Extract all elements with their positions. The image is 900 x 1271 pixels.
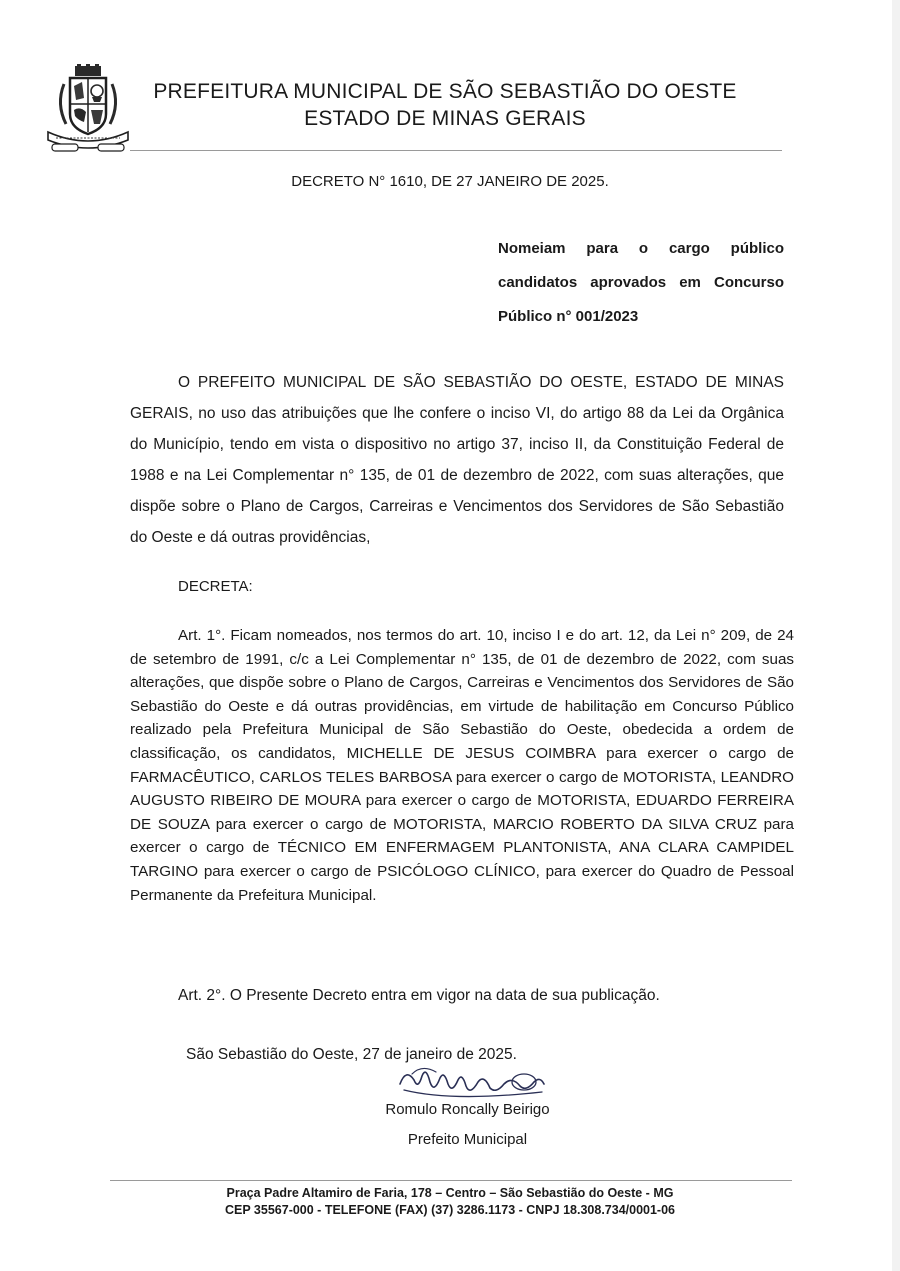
page-edge-shadow xyxy=(892,0,900,1271)
ementa-line: Público n° 001/2023 xyxy=(498,308,639,325)
header-divider xyxy=(130,150,782,151)
preamble-text: no uso das atribuições que lhe confere o inciso VI, do artigo 88 da Lei da Orgânica do Município, tendo em vista o dispositivo no artigo 37, inciso II, da Constituição Federal de 1988 e na Lei Complementar n° 135, de 01 de dezembro de 2022, com suas alterações, que dispõe sobre o Plano de Cargos, Carreiras e Vencimentos dos Servidores de São Sebastião do Oeste e dá outras providências, xyxy=(130,405,784,546)
ementa-line: candidatos aprovados em Concurso xyxy=(498,274,784,291)
article-1: Art. 1°. Ficam nomeados, nos termos do art. 10, inciso I e do art. 12, da Lei n° 209, de 24 de setembro de 1991, c/c a Lei Complementar n° 135, de 01 de dezembro de 2022, com suas alterações, que dispõe sobre o Plano de Cargos, Carreiras e Vencimentos dos Servidores de São Sebastião do Oeste e dá outras providências, em virtude de habilitação em Concurso Público realizado pela Prefeitura Municipal de São Sebastião do Oeste, obedecida a ordem de classificação, os candidatos, MICHELLE DE JESUS COIMBRA para exercer o cargo de FARMACÊUTICO, CARLOS TELES BARBOSA para exercer o cargo de MOTORISTA, LEANDRO AUGUSTO RIBEIRO DE MOURA para exercer o cargo de MOTORISTA, EDUARDO FERREIRA DE SOUZA para exercer o cargo de MOTORISTA, MARCIO ROBERTO DA SILVA CRUZ para exercer o cargo de TÉCNICO EM ENFERMAGEM PLANTONISTA, ANA CLARA CAMPIDEL TARGINO para exercer o cargo de PSICÓLOGO CLÍNICO, para exercer do Quadro de Pessoal Permanente da Prefeitura Municipal. xyxy=(130,627,794,904)
decree-title: DECRETO N° 1610, DE 27 JANEIRO DE 2025. xyxy=(291,173,609,190)
decree-ementa xyxy=(498,232,784,334)
footer-address: Praça Padre Altamiro de Faria, 178 – Centro – São Sebastião do Oeste - MG xyxy=(226,1186,674,1200)
place-and-date: São Sebastião do Oeste, 27 de janeiro de 2025. xyxy=(186,1046,517,1063)
footer-divider xyxy=(110,1180,792,1181)
preamble-lead: O PREFEITO MUNICIPAL DE SÃO SEBASTIÃO DO OESTE, ESTADO DE MINAS GERAIS, xyxy=(130,374,784,422)
signer-role: Prefeito Municipal xyxy=(407,1131,528,1148)
header-subtitle: ESTADO DE MINAS GERAIS xyxy=(304,107,586,130)
ementa-line: Nomeiam para o cargo público xyxy=(498,240,784,257)
decreta-heading: DECRETA: xyxy=(178,578,253,595)
preamble-paragraph xyxy=(130,367,784,553)
header-title: PREFEITURA MUNICIPAL DE SÃO SEBASTIÃO DO OESTE xyxy=(153,80,737,103)
coat-of-arms-icon xyxy=(42,64,134,154)
signature-icon xyxy=(392,1064,552,1106)
signer-name: Romulo Roncally Beirigo xyxy=(385,1101,550,1118)
footer-contact: CEP 35567-000 - TELEFONE (FAX) (37) 3286.1173 - CNPJ 18.308.734/0001-06 xyxy=(224,1203,676,1217)
article-2: Art. 2°. O Presente Decreto entra em vigor na data de sua publicação. xyxy=(178,987,660,1004)
